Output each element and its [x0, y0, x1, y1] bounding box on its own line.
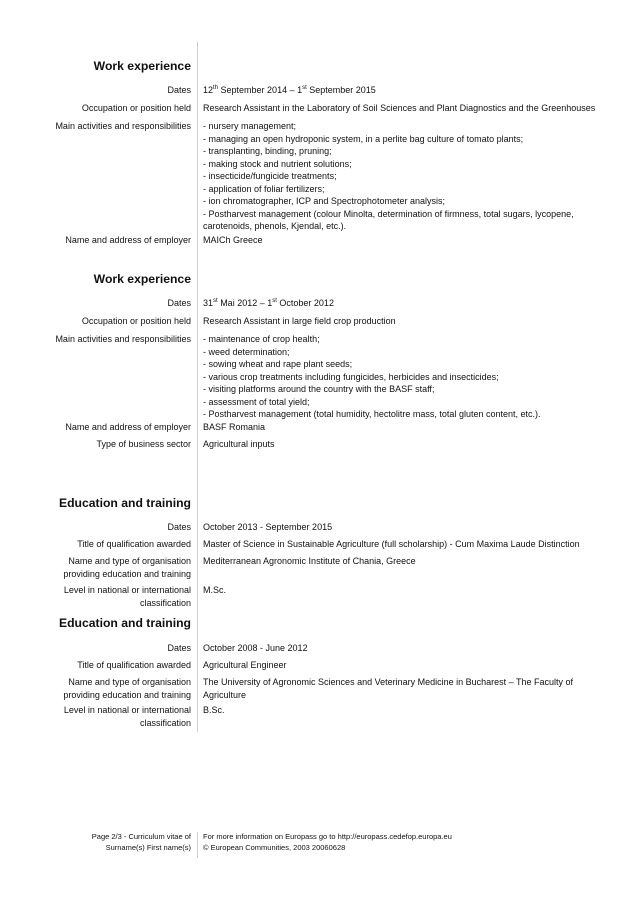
- section-heading-education-1: Education and training: [58, 496, 191, 510]
- label-organisation: Name and type of organisation providing education and training: [63, 677, 191, 700]
- label-occupation: Occupation or position held: [81, 103, 191, 113]
- value-employer: BASF Romania: [203, 422, 266, 432]
- label-dates: Dates: [167, 522, 191, 532]
- label-dates: Dates: [167, 85, 191, 95]
- label-qualification-title: Title of qualification awarded: [77, 660, 191, 670]
- value-dates: 12th September 2014 – 1st September 2015: [203, 85, 376, 95]
- label-employer: Name and address of employer: [65, 235, 191, 245]
- section-heading-work-2: Work experience: [93, 272, 191, 286]
- value-level: M.Sc.: [203, 585, 227, 595]
- value-dates: October 2008 - June 2012: [203, 643, 308, 653]
- label-dates: Dates: [167, 643, 191, 653]
- label-activities: Main activities and responsibilities: [55, 121, 191, 131]
- value-activities: - nursery management; - managing an open hydroponic system, in a perlite bag culture of tomato plants; - transplanting, binding, pruning; - making stock and nutrient solutions; - insecticide/fungicide treatments; - application of foliar fertilizers; - ion chromatographer, ICP and Spectrophotometer analysis; - Postharvest management (colour Minolta, determination of firmness, total sugars, lycopene, carotenoids, phenols, Kjendal, etc.).: [203, 121, 574, 231]
- footer-page-info: Page 2/3 - Curriculum vitae of Surname(s) First name(s): [91, 832, 191, 852]
- label-employer: Name and address of employer: [65, 422, 191, 432]
- value-occupation: Research Assistant in large field crop production: [203, 316, 396, 326]
- value-dates: 31st Mai 2012 – 1st October 2012: [203, 298, 334, 308]
- label-activities: Main activities and responsibilities: [55, 334, 191, 344]
- label-occupation: Occupation or position held: [81, 316, 191, 326]
- value-qualification-title: Agricultural Engineer: [203, 660, 287, 670]
- value-sector: Agricultural inputs: [203, 439, 275, 449]
- label-dates: Dates: [167, 298, 191, 308]
- column-divider: [197, 42, 198, 732]
- value-activities: - maintenance of crop health; - weed determination; - sowing wheat and rape plant seeds; - various crop treatments including fungicides, herbicides and insecticides; - visiting platforms around the country with the BASF staff; - assessment of total yield; - Postharvest management (total humidity, hectolitre mass, total gluten content, etc.).: [203, 334, 541, 419]
- section-heading-work-1: Work experience: [93, 59, 191, 73]
- value-employer: MAICh Greece: [203, 235, 263, 245]
- value-dates: October 2013 - September 2015: [203, 522, 333, 532]
- label-level: Level in national or international classification: [63, 705, 191, 728]
- label-organisation: Name and type of organisation providing education and training: [63, 556, 191, 579]
- label-level: Level in national or international classification: [63, 585, 191, 608]
- value-organisation: The University of Agronomic Sciences and Veterinary Medicine in Bucharest – The Faculty of Agriculture: [203, 677, 574, 700]
- value-occupation: Research Assistant in the Laboratory of Soil Sciences and Plant Diagnostics and the Greenhouses: [203, 103, 596, 113]
- section-heading-education-2: Education and training: [58, 616, 191, 630]
- value-level: B.Sc.: [203, 705, 225, 715]
- footer-divider: [197, 832, 198, 858]
- label-qualification-title: Title of qualification awarded: [77, 539, 191, 549]
- value-organisation: Mediterranean Agronomic Institute of Chania, Greece: [203, 556, 416, 566]
- label-sector: Type of business sector: [96, 439, 191, 449]
- footer-europass-info: For more information on Europass go to http://europass.cedefop.europa.eu © European Communities, 2003 20060628: [203, 832, 452, 852]
- value-qualification-title: Master of Science in Sustainable Agriculture (full scholarship) - Cum Maxima Laude Distinction: [203, 539, 580, 549]
